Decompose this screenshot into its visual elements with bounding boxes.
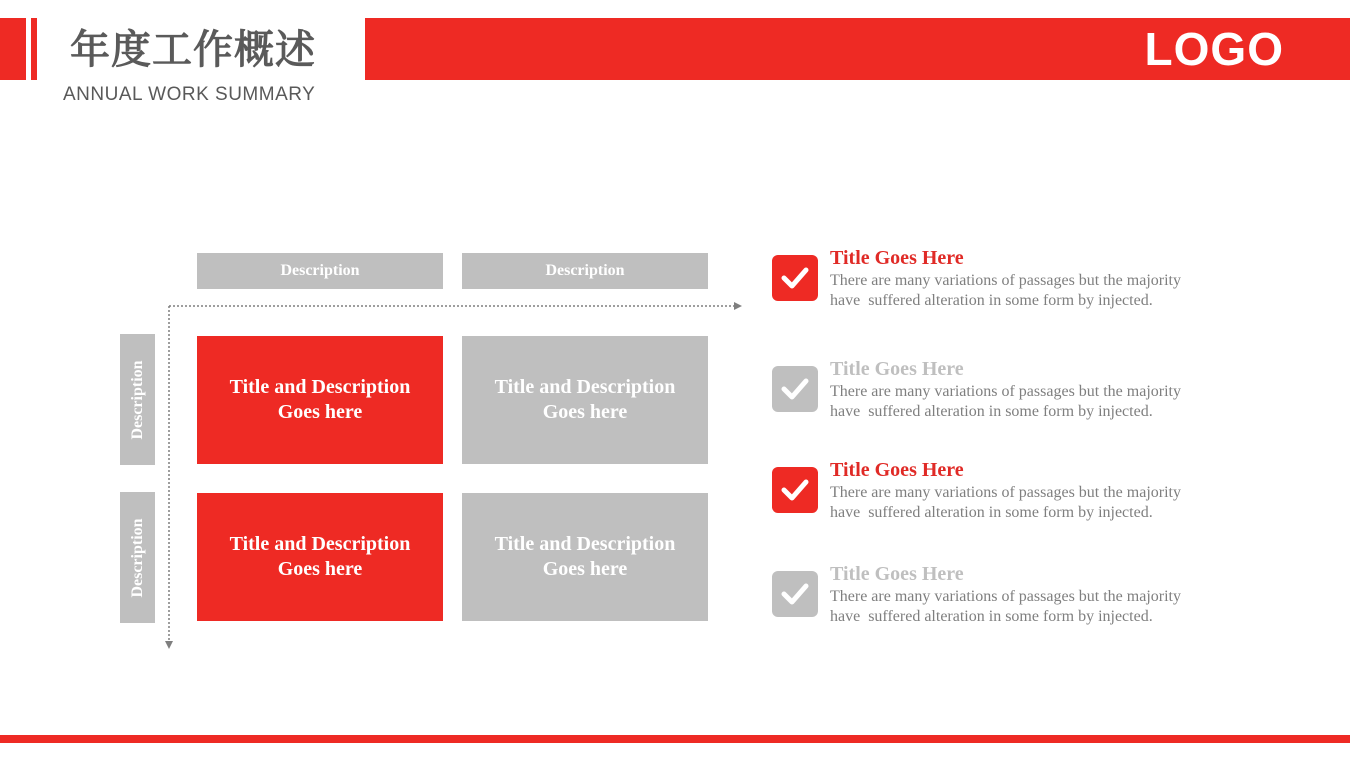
- checkbox-2: [772, 366, 818, 412]
- item-3-title: Title Goes Here: [830, 459, 964, 481]
- page-title: 年度工作概述: [70, 27, 316, 73]
- item-4-desc-line1: There are many variations of passages but the majority: [830, 588, 1181, 605]
- row-header-2-label: Description: [128, 517, 146, 598]
- page-subtitle: ANNUAL WORK SUMMARY: [63, 84, 316, 105]
- item-4-desc-line2: have suffered alteration in some form by injected.: [830, 608, 1153, 625]
- matrix-cell-4: [462, 493, 708, 621]
- item-2-desc-line1: There are many variations of passages but the majority: [830, 383, 1181, 400]
- matrix-cell-1-line1: Title and Description: [229, 376, 411, 398]
- logo: LOGO: [1144, 23, 1284, 75]
- matrix-cell-4-line1: Title and Description: [494, 533, 676, 555]
- horizontal-axis-arrow-icon: [734, 302, 742, 310]
- check-icon: [779, 373, 811, 405]
- check-icon: [779, 474, 811, 506]
- matrix-cell-2-line2: Goes here: [542, 401, 628, 423]
- item-1-title: Title Goes Here: [830, 247, 964, 269]
- item-1-desc-line2: have suffered alteration in some form by injected.: [830, 292, 1153, 309]
- item-4-description: [830, 587, 1230, 627]
- vertical-axis-arrow-icon: [165, 641, 173, 649]
- row-header-1: [120, 334, 155, 465]
- check-icon: [779, 262, 811, 294]
- matrix-cell-1: [197, 336, 443, 464]
- checkbox-4: [772, 571, 818, 617]
- matrix-cell-2: [462, 336, 708, 464]
- matrix-cell-3-line1: Title and Description: [229, 533, 411, 555]
- matrix-cell-1-line2: Goes here: [277, 401, 363, 423]
- checkbox-1: [772, 255, 818, 301]
- checkbox-3: [772, 467, 818, 513]
- item-2-title: Title Goes Here: [830, 358, 964, 380]
- matrix-cell-4-line2: Goes here: [542, 558, 628, 580]
- row-header-2: [120, 492, 155, 623]
- item-2-desc-line2: have suffered alteration in some form by injected.: [830, 403, 1153, 420]
- item-1-desc-line1: There are many variations of passages but the majority: [830, 272, 1181, 289]
- item-1-description: [830, 271, 1230, 311]
- matrix-cell-3-line2: Goes here: [277, 558, 363, 580]
- item-3-desc-line2: have suffered alteration in some form by injected.: [830, 504, 1153, 521]
- matrix-cell-2-line1: Title and Description: [494, 376, 676, 398]
- item-3-description: [830, 483, 1230, 523]
- footer-bar: [0, 735, 1350, 743]
- row-header-1-label: Description: [128, 359, 146, 440]
- matrix-cell-3: [197, 493, 443, 621]
- check-icon: [779, 578, 811, 610]
- item-2-description: [830, 382, 1230, 422]
- column-header-1: Description: [197, 253, 443, 289]
- item-3-desc-line1: There are many variations of passages but the majority: [830, 484, 1181, 501]
- item-4-title: Title Goes Here: [830, 563, 964, 585]
- column-header-2: Description: [462, 253, 708, 289]
